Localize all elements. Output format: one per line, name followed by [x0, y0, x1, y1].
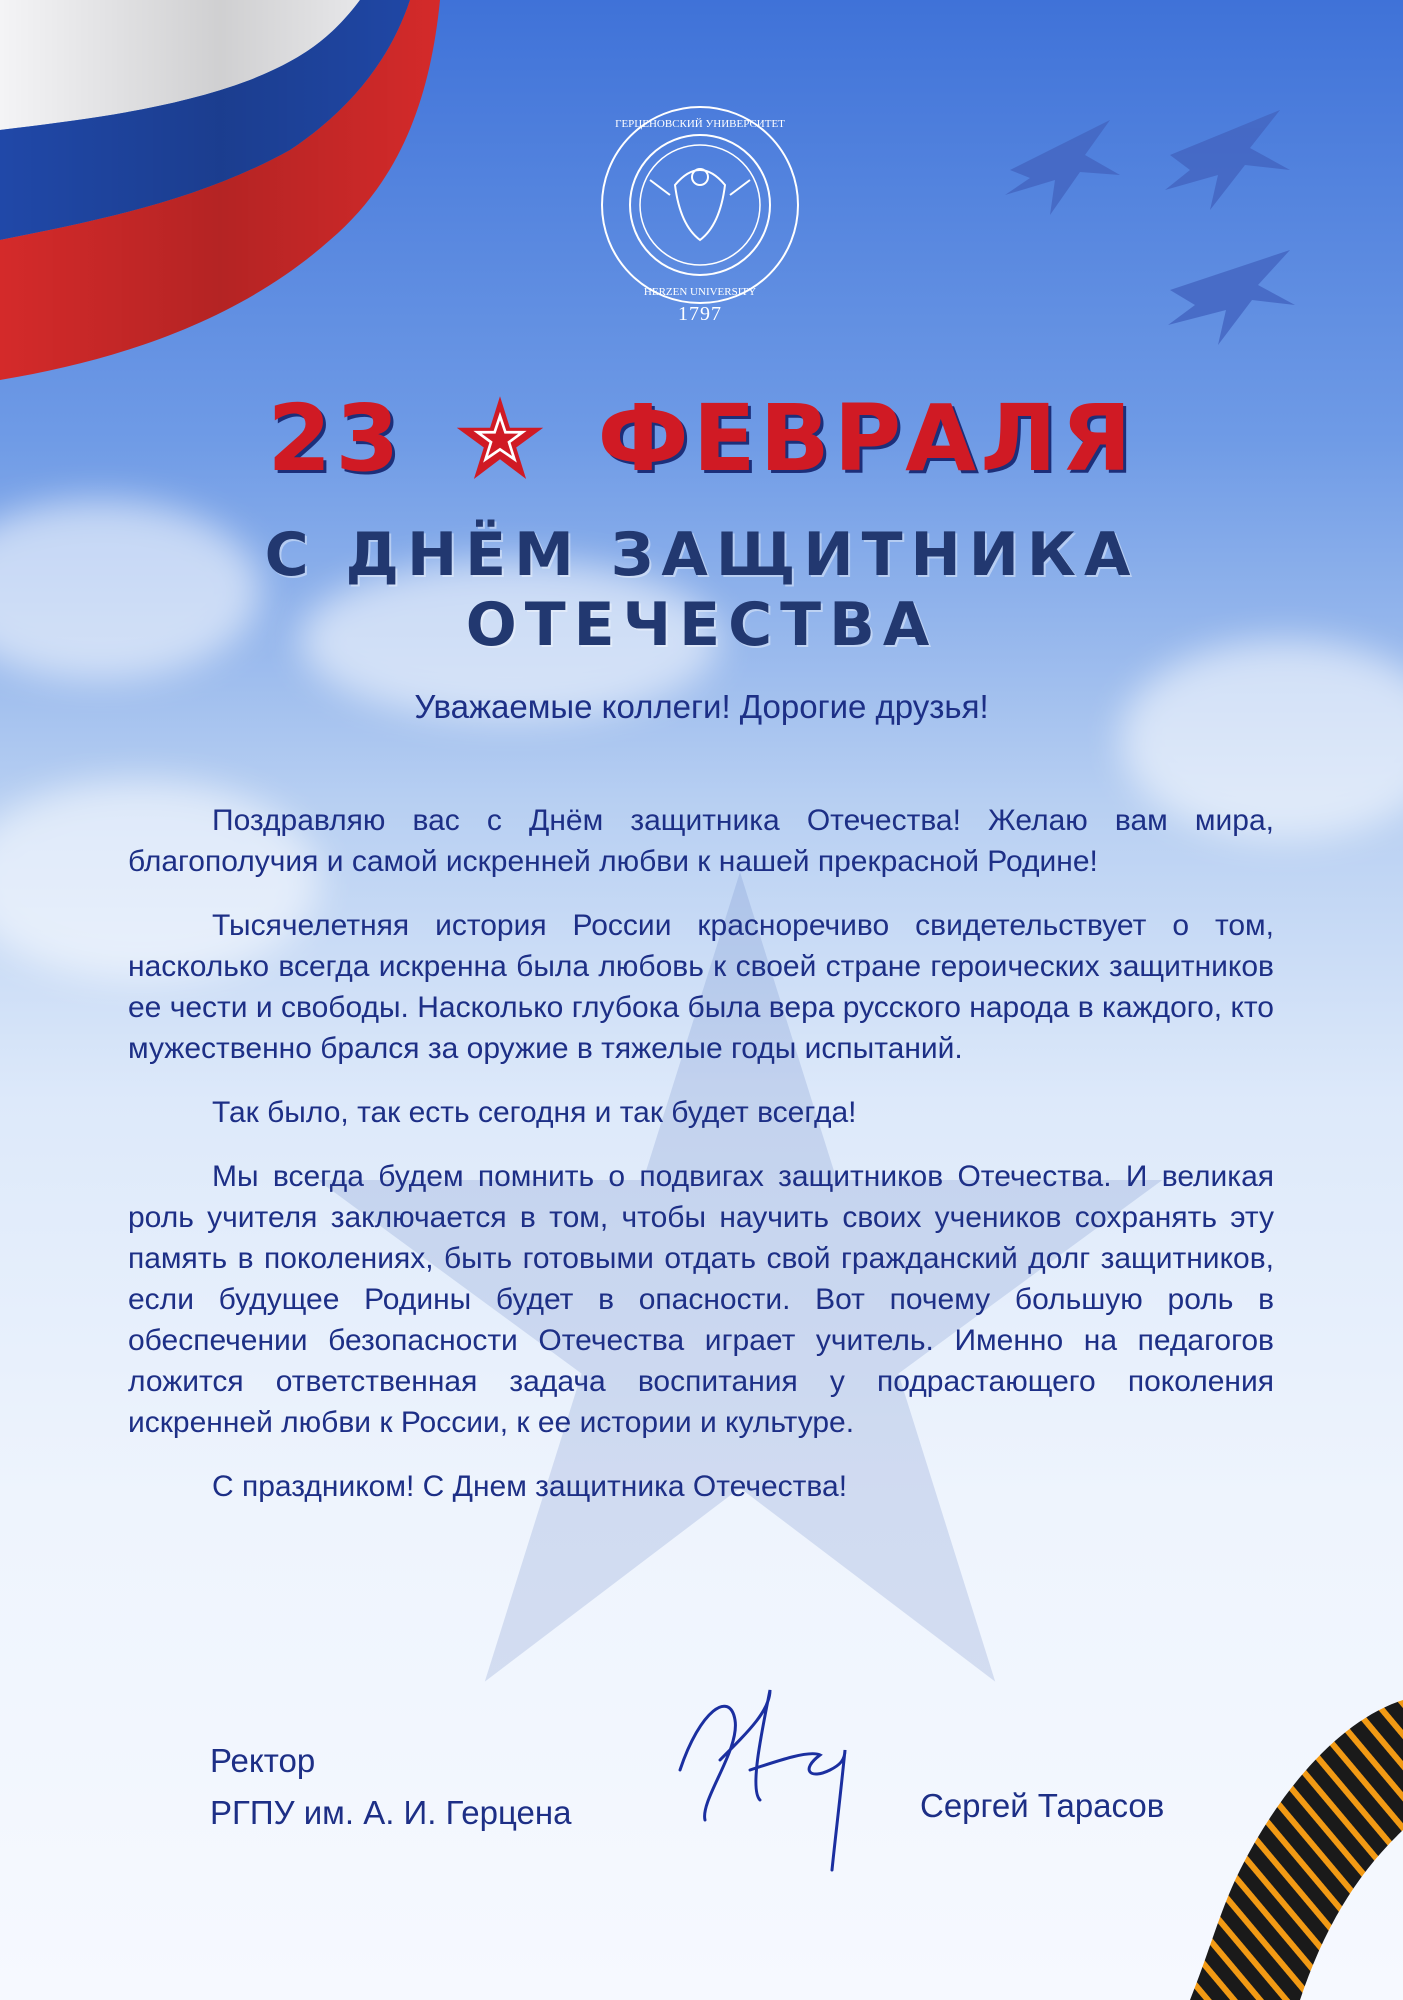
st-george-ribbon-icon: [1100, 1680, 1403, 2000]
red-star-icon: [455, 394, 545, 484]
signer-name: Сергей Тарасов: [920, 1787, 1165, 1824]
signer-position: Ректор: [210, 1742, 316, 1779]
signer-title-block: [210, 1735, 571, 1839]
fighter-jets-icon: [990, 100, 1310, 380]
emblem-year: 1797: [678, 303, 722, 325]
paragraph: Поздравляю вас с Днём защитника Отечества! Желаю вам мира, благополучия и самой искренней любви к нашей прекрасной Родине!: [128, 804, 1274, 878]
paragraph: Тысячелетняя история России красноречиво свидетельствует о том, насколько всегда искренна была любовь к своей стране героических защитников ее чести и свободы. Насколько глубока была вера русского народа в каждого, кто мужественно брался за оружие в тяжелые годы испытаний.: [128, 909, 1274, 1065]
svg-text:ГЕРЦЕНОВСКИЙ УНИВЕРСИТЕТ: ГЕРЦЕНОВСКИЙ УНИВЕРСИТЕТ: [615, 118, 785, 130]
headline: [0, 385, 1403, 495]
letter-body: [128, 800, 1274, 1530]
handwritten-signature: [660, 1650, 890, 1880]
signer-organization: РГПУ им. А. И. Герцена: [210, 1794, 572, 1831]
paragraph: С праздником! С Днем защитника Отечества!: [212, 1470, 848, 1503]
headline-month: ФЕВРАЛЯ: [597, 385, 1136, 492]
headline-day: 23: [267, 385, 404, 492]
svg-text:HERZEN UNIVERSITY: HERZEN UNIVERSITY: [643, 286, 757, 298]
university-emblem-icon: [590, 95, 810, 335]
paragraph: Мы всегда будем помнить о подвигах защитников Отечества. И великая роль учителя заключается в том, чтобы научить своих учеников сохранять эту память в поколениях, быть готовыми отдать свой гражданский долг защитников, если будущее Родины будет в опасности. Вот почему большую роль в обеспечении безопасности Отечества играет учитель. Именно на педагогов ложится ответственная задача воспитания у подрастающего поколения искренней любви к России, к ее истории и культуре.: [128, 1160, 1274, 1439]
paragraph: Так было, так есть сегодня и так будет всегда!: [212, 1096, 857, 1129]
greeting: Уважаемые коллеги! Дорогие друзья!: [414, 688, 989, 725]
subheadline: С ДНЁМ ЗАЩИТНИКА ОТЕЧЕСТВА: [264, 520, 1139, 660]
russian-flag-icon: [0, 0, 560, 400]
